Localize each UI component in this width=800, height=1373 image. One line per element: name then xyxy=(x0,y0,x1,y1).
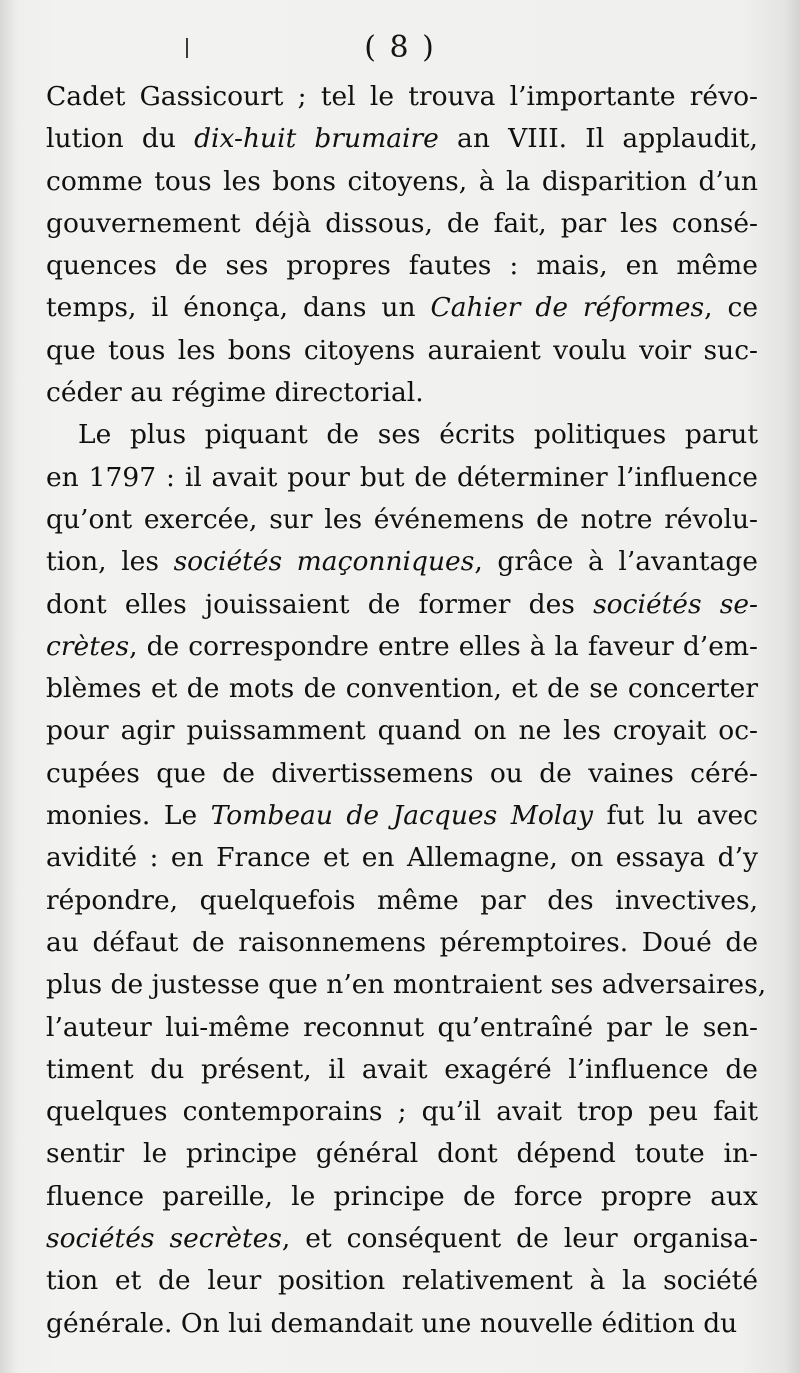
text-line xyxy=(46,1176,758,1218)
text-segment: , et conséquent de leur organisa- xyxy=(281,1223,758,1255)
text-line xyxy=(46,795,758,837)
text-segment: plus de justesse que n’en montraient ses adversaires, xyxy=(46,969,767,1001)
text-segment: générale. On lui demandait une nouvelle édition du xyxy=(46,1307,738,1339)
text-segment: quences de ses propres fautes : mais, en même xyxy=(46,250,758,282)
text-line xyxy=(46,1133,758,1175)
text-line xyxy=(46,245,758,287)
text-line xyxy=(46,753,758,795)
text-line xyxy=(46,922,758,964)
text-line xyxy=(46,372,758,414)
text-segment: en 1797 : il avait pour but de déterminer l’influence xyxy=(46,461,758,493)
text-segment: monies. Le xyxy=(46,800,211,832)
text-segment: blèmes et de mots de convention, et de se concerter xyxy=(46,673,758,705)
text-line xyxy=(46,541,758,583)
text-line xyxy=(46,1260,758,1302)
text-segment: tion et de leur position relativement à la société xyxy=(46,1265,758,1297)
text-line xyxy=(46,118,758,160)
text-line xyxy=(46,1049,758,1091)
text-segment: , ce xyxy=(704,292,759,324)
text-segment: comme tous les bons citoyens, à la disparition d’un xyxy=(46,165,758,197)
italic-text: sociétés maçonniques xyxy=(173,546,475,578)
text-segment: lution du xyxy=(46,123,195,155)
text-segment: tion, les xyxy=(46,546,174,578)
italic-text: crètes xyxy=(46,630,130,662)
text-segment: l’auteur lui-même reconnut qu’entraîné par le sen- xyxy=(46,1011,758,1043)
text-segment: , grâce à l’avantage xyxy=(474,546,758,578)
text-segment: Cadet Gassicourt ; tel le trouva l’importante révo- xyxy=(46,81,758,112)
text-line xyxy=(46,626,758,668)
text-line xyxy=(46,837,758,879)
text-segment: gouvernement déjà dissous, de fait, par les consé- xyxy=(46,207,758,239)
text-segment: an VIII. Il applaudit, xyxy=(438,123,758,155)
text-line xyxy=(46,668,758,710)
text-segment: sentir le principe général dont dépend toute in- xyxy=(46,1138,758,1170)
text-segment: qu’ont exercée, sur les événemens de notre révolu- xyxy=(46,503,758,535)
text-segment: pour agir puissamment quand on ne les croyait oc- xyxy=(46,715,758,747)
italic-text: Cahier de réformes xyxy=(430,292,705,324)
text-line xyxy=(46,287,758,329)
text-segment: , de correspondre entre elles à la faveur d’em- xyxy=(129,630,758,662)
text-line xyxy=(46,161,758,203)
text-line xyxy=(46,1091,758,1133)
text-line xyxy=(46,76,758,118)
text-segment: que tous les bons citoyens auraient voulu voir suc- xyxy=(46,334,758,366)
text-line xyxy=(46,414,758,456)
text-line xyxy=(46,710,758,752)
text-line xyxy=(46,1303,758,1345)
text-line xyxy=(46,1007,758,1049)
text-segment: céder au régime directorial. xyxy=(46,377,424,409)
body-text xyxy=(46,76,767,1345)
text-segment: avidité : en France et en Allemagne, on essaya d’y xyxy=(46,842,758,874)
text-segment: répondre, quelquefois même par des invectives, xyxy=(46,884,758,916)
text-segment: fluence pareille, le principe de force propre aux xyxy=(46,1180,758,1212)
text-line xyxy=(46,584,758,626)
text-line xyxy=(46,499,758,541)
text-segment: dont elles jouissaient de former des xyxy=(46,588,594,620)
italic-text: sociétés se- xyxy=(593,588,758,620)
italic-text: sociétés secrètes xyxy=(46,1223,282,1255)
text-segment: temps, il énonça, dans un xyxy=(46,292,431,324)
text-line xyxy=(46,203,758,245)
italic-text: dix-huit brumaire xyxy=(194,123,439,155)
text-line xyxy=(46,330,758,372)
text-line xyxy=(46,880,758,922)
italic-text: Tombeau de Jacques Molay xyxy=(210,800,594,832)
text-line xyxy=(46,1218,758,1260)
text-segment: cupées que de divertissemens ou de vaines céré- xyxy=(46,757,758,789)
text-segment: quelques contemporains ; qu’il avait trop peu fait xyxy=(46,1096,758,1128)
text-segment: au défaut de raisonnemens péremptoires. Doué de xyxy=(46,926,758,958)
text-line xyxy=(46,964,767,1006)
text-segment: Le plus piquant de ses écrits politiques parut xyxy=(78,419,758,451)
text-line xyxy=(46,457,758,499)
text-segment: fut lu avec xyxy=(593,800,758,832)
page-number: ( 8 ) xyxy=(364,30,436,65)
text-segment: timent du présent, il avait exagéré l’influence de xyxy=(46,1053,758,1085)
